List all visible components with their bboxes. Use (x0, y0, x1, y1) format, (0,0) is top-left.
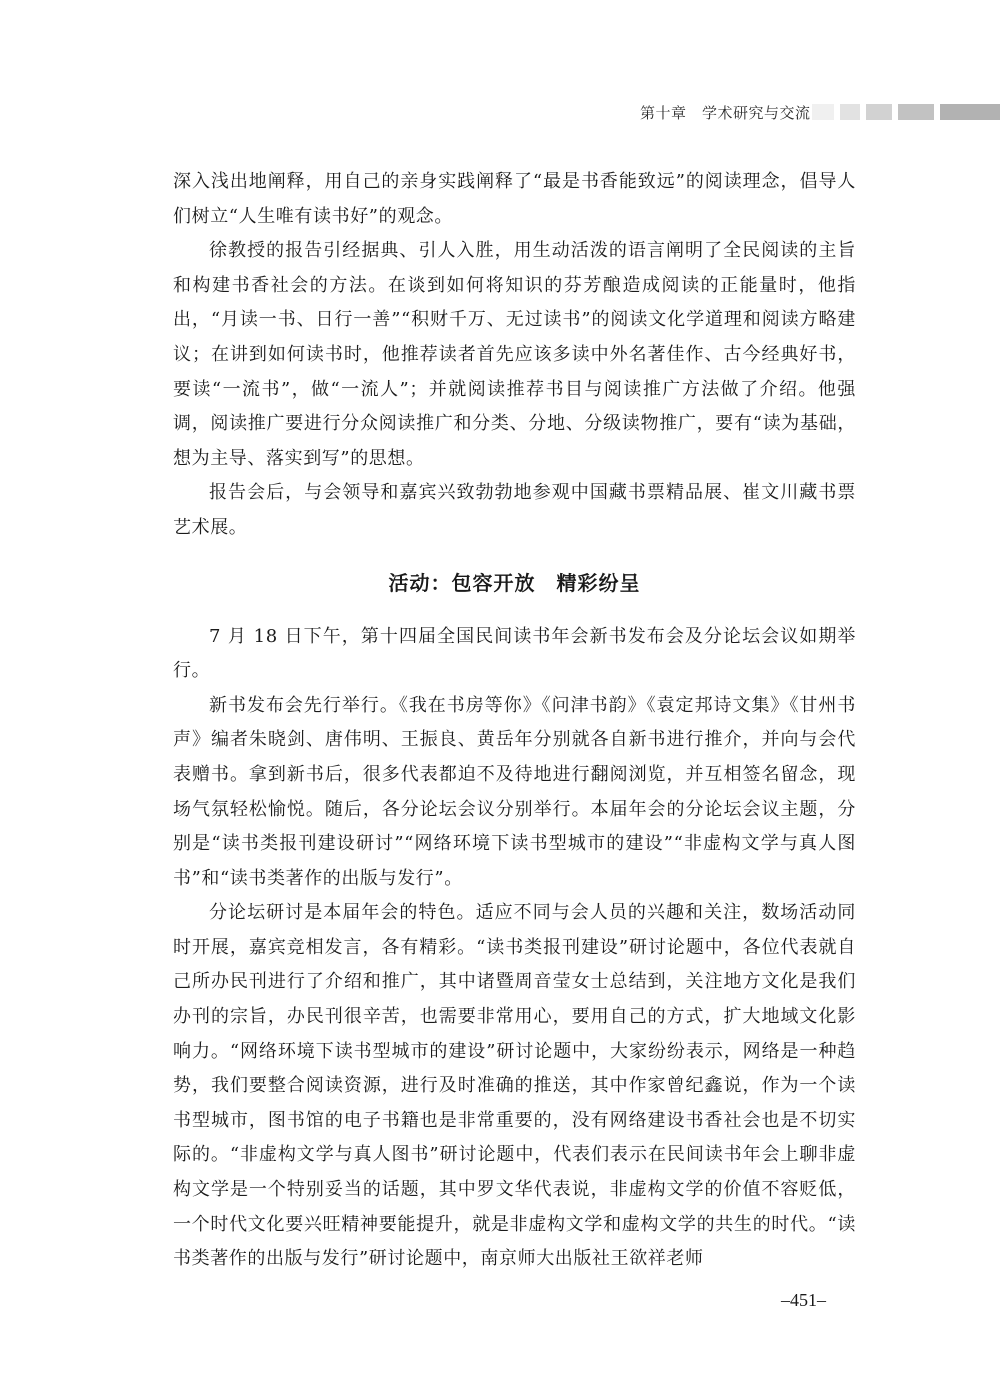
paragraph-continued: 深入浅出地阐释，用自己的亲身实践阐释了“最是书香能致远”的阅读理念，倡导人们树立“人生唯有读书好”的观念。 (173, 171, 856, 227)
chapter-title: 第十章 学术研究与交流 (640, 104, 811, 122)
paragraph: 新书发布会先行举行。《我在书房等你》《问津书韵》《袁定邦诗文集》《甘州书声》编者朱晓剑、唐伟明、王振良、黄岳年分别就各自新书进行推介，并向与会代表赠书。拿到新书后，很多代表都迫不及待地进行翻阅浏览，并互相签名留念，现场气氛轻松愉悦。随后，各分论坛会议分别举行。本届年会的分论坛会议主题，分别是“读书类报刊建设研讨”“网络环境下读书型城市的建设”“非虚构文学与真人图书”和“读书类著作的出版与发行”。 (173, 694, 856, 889)
section-heading: 活动：包容开放 精彩纷呈 (388, 570, 641, 595)
running-header (0, 98, 1000, 126)
header-bar-2 (840, 104, 860, 120)
paragraph: 报告会后，与会领导和嘉宾兴致勃勃地参观中国藏书票精品展、崔文川藏书票艺术展。 (173, 482, 856, 538)
paragraph: 徐教授的报告引经据典、引人入胜，用生动活泼的语言阐明了全民阅读的主旨和构建书香社会的方法。在谈到如何将知识的芬芳酿造成阅读的正能量时，他指出，“月读一书、日行一善”“积财千万、无过读书”的阅读文化学道理和阅读方略建议；在讲到如何读书时，他推荐读者首先应该多读中外名著佳作、古今经典好书，要读“一流书”，做“一流人”；并就阅读推荐书目与阅读推广方法做了介绍。他强调，阅读推广要进行分众阅读推广和分类、分地、分级读物推广，要有“读为基础，想为主导、落实到写”的思想。 (173, 240, 856, 469)
page-number: –451– (781, 1290, 826, 1310)
header-bar-1 (812, 104, 834, 120)
header-bar-5 (940, 104, 1000, 120)
header-bar-3 (866, 104, 892, 120)
page-body (173, 165, 856, 1277)
paragraph: 7 月 18 日下午，第十四届全国民间读书年会新书发布会及分论坛会议如期举行。 (173, 625, 856, 682)
paragraph: 分论坛研讨是本届年会的特色。适应不同与会人员的兴趣和关注，数场活动同时开展，嘉宾竞相发言，各有精彩。“读书类报刊建设”研讨论题中，各位代表就自己所办民刊进行了介绍和推广，其中诸暨周音莹女士总结到，关注地方文化是我们办刊的宗旨，办民刊很辛苦，也需要非常用心，要用自己的方式，扩大地域文化影响力。“网络环境下读书型城市的建设”研讨论题中，大家纷纷表示，网络是一种趋势，我们要整合阅读资源，进行及时准确的推送，其中作家曾纪鑫说，作为一个读书型城市，图书馆的电子书籍也是非常重要的，没有网络建设书香社会也是不切实际的。“非虚构文学与真人图书”研讨论题中，代表们表示在民间读书年会上聊非虚构文学是一个特别妥当的话题，其中罗文华代表说，非虚构文学的价值不容贬低，一个时代文化要兴旺精神要能提升，就是非虚构文学和虚构文学的共生的时代。“读书类著作的出版与发行”研讨论题中，南京师大出版社王欲祥老师 (173, 902, 856, 1270)
header-bar-4 (898, 104, 934, 120)
